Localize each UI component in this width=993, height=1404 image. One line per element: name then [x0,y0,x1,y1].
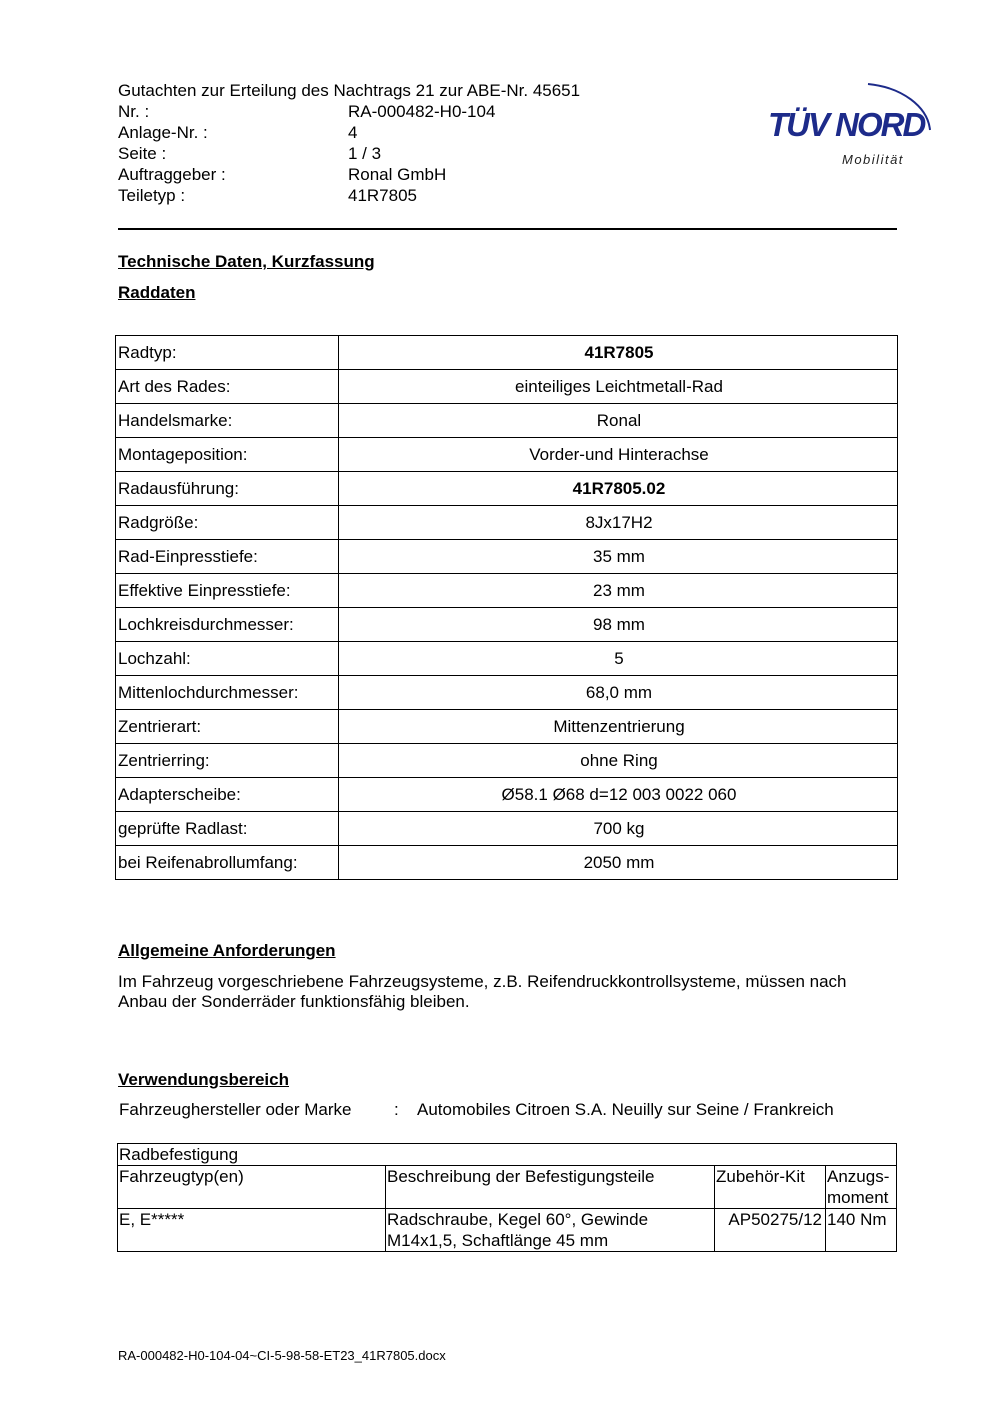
radbefestigung-title: Radbefestigung [118,1144,897,1166]
header-row-seite [118,143,580,164]
table-row [116,540,898,574]
table-row [116,506,898,540]
table-row [116,404,898,438]
table-cell: E, E***** [118,1209,386,1252]
header-value: 4 [348,123,358,142]
heading-verwendungsbereich: Verwendungsbereich [118,1070,289,1089]
table-row [118,1144,897,1166]
manufacturer-label: Fahrzeughersteller oder Marke [119,1100,352,1119]
allgemeine-anforderungen-text: Im Fahrzeug vorgeschriebene Fahrzeugsysteme, z.B. Reifendruckkontrollsysteme, müssen nach Anbau der Sonderräder funktionsfähig bleiben. [118,972,847,1011]
table-row [116,812,898,846]
raddaten-label: geprüfte Radlast: [116,812,339,846]
raddaten-table-body [116,336,898,880]
header-cell: Fahrzeugtyp(en) [118,1166,386,1209]
raddaten-label: Radtyp: [116,336,339,370]
document-title: Gutachten zur Erteilung des Nachtrags 21 zur ABE-Nr. 45651 [118,81,581,100]
raddaten-label: Zentrierring: [116,744,339,778]
header-value: 41R7805 [348,186,418,205]
heading-allgemeine-anforderungen: Allgemeine Anforderungen [118,941,336,960]
table-row [116,336,898,370]
heading-technische-daten: Technische Daten, Kurzfassung [118,252,375,271]
footer-filename: RA-000482-H0-104-04~CI-5-98-58-ET23_41R7805.docx [118,1348,446,1363]
table-cell: AP50275/12 [715,1209,826,1252]
logo-wordmark: TÜV NORD [768,106,925,143]
raddaten-value: 23 mm [339,574,898,608]
raddaten-value: Ronal [339,404,898,438]
table-row [116,370,898,404]
header-label: Anlage-Nr. : [118,123,208,142]
table-row [116,676,898,710]
raddaten-value: 700 kg [339,812,898,846]
raddaten-value: Vorder-und Hinterachse [339,438,898,472]
header-row-nr [118,101,580,122]
header-cell: Beschreibung der Befestigungsteile [386,1166,715,1209]
raddaten-value: 98 mm [339,608,898,642]
raddaten-value: 41R7805 [339,336,898,370]
raddaten-value: 8Jx17H2 [339,506,898,540]
table-row [116,778,898,812]
raddaten-label: Radausführung: [116,472,339,506]
raddaten-label: Effektive Einpresstiefe: [116,574,339,608]
manufacturer-colon: : [394,1100,399,1119]
table-row [116,574,898,608]
raddaten-table [115,335,898,880]
raddaten-label: Lochzahl: [116,642,339,676]
raddaten-value: Mittenzentrierung [339,710,898,744]
header-row-auftraggeber [118,164,580,185]
heading-raddaten: Raddaten [118,283,196,302]
header-label: Teiletyp : [118,186,186,205]
raddaten-value: 5 [339,642,898,676]
raddaten-label: Art des Rades: [116,370,339,404]
raddaten-label: Lochkreisdurchmesser: [116,608,339,642]
raddaten-value: 2050 mm [339,846,898,880]
table-row [116,744,898,778]
raddaten-value: 35 mm [339,540,898,574]
tuv-nord-logo [760,58,945,178]
manufacturer-value: Automobiles Citroen S.A. Neuilly sur Seine / Frankreich [417,1100,834,1119]
raddaten-label: Zentrierart: [116,710,339,744]
header-cell: Anzugs- moment [826,1166,897,1209]
raddaten-value: 68,0 mm [339,676,898,710]
raddaten-label: Adapterscheibe: [116,778,339,812]
raddaten-value: ohne Ring [339,744,898,778]
header-value: Ronal GmbH [348,165,447,184]
header-value: RA-000482-H0-104 [348,102,496,121]
table-row [116,642,898,676]
raddaten-value: Ø58.1 Ø68 d=12 003 0022 060 [339,778,898,812]
raddaten-label: Montageposition: [116,438,339,472]
table-row [116,472,898,506]
table-row [116,438,898,472]
table-cell: 140 Nm [826,1209,897,1252]
document-header [118,80,580,206]
table-row [118,1209,897,1252]
raddaten-label: Rad-Einpresstiefe: [116,540,339,574]
raddaten-label: Mittenlochdurchmesser: [116,676,339,710]
header-label: Seite : [118,144,167,163]
table-header-row [118,1166,897,1209]
logo-subtitle: Mobilität [842,152,904,167]
raddaten-label: Radgröße: [116,506,339,540]
raddaten-value: einteiliges Leichtmetall-Rad [339,370,898,404]
header-value: 1 / 3 [348,144,382,163]
table-row [116,608,898,642]
header-row-anlage [118,122,580,143]
raddaten-value: 41R7805.02 [339,472,898,506]
raddaten-label: bei Reifenabrollumfang: [116,846,339,880]
header-row-teiletyp [118,185,580,206]
table-row [116,846,898,880]
radbefestigung-table [117,1143,897,1252]
manufacturer-line [119,1100,834,1120]
header-label: Nr. : [118,102,150,121]
header-cell: Zubehör-Kit [715,1166,826,1209]
table-row [116,710,898,744]
raddaten-label: Handelsmarke: [116,404,339,438]
header-label: Auftraggeber : [118,165,226,184]
table-cell: Radschraube, Kegel 60°, Gewinde M14x1,5, Schaftlänge 45 mm [386,1209,715,1252]
header-divider [118,228,897,230]
